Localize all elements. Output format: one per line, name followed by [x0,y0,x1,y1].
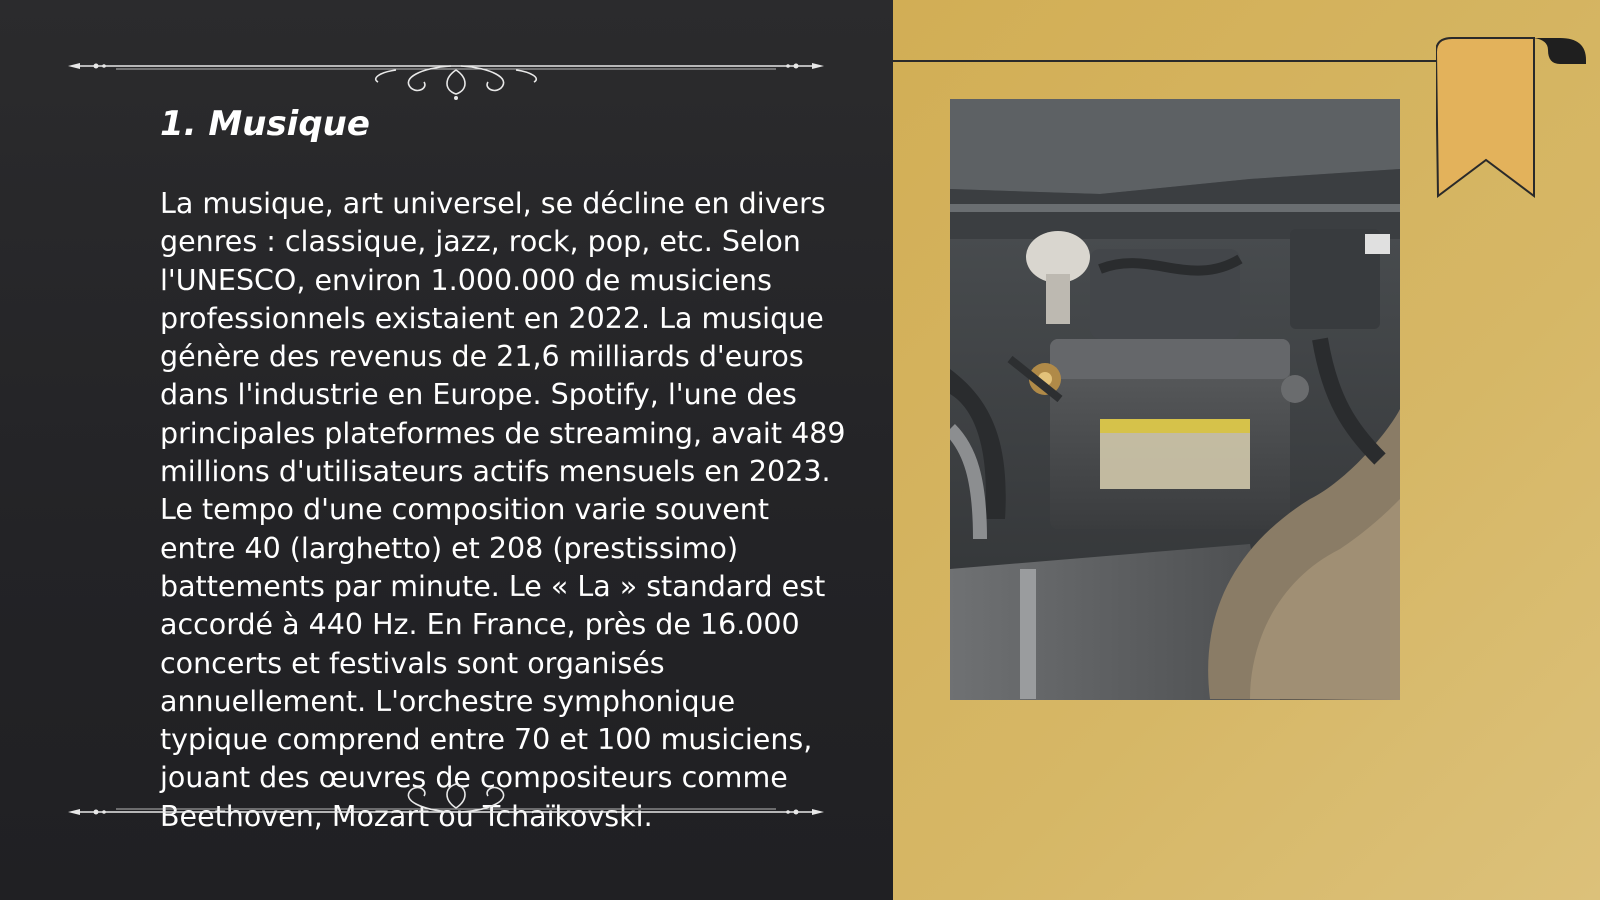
bookmark-ribbon-icon [1436,36,1586,200]
slide-body-text: La musique, art universel, se décline en divers genres : classique, jazz, rock, pop, etc. Selon l'UNESCO, environ 1.000.000 de musiciens professionnels existaient en 2022. La musique génère des revenus de 21,6 milliards d'euros dans l'industrie en Europe. Spotify, l'une des principales plateformes de streaming, avait 489 millions d'utilisateurs actifs mensuels en 2023. Le tempo d'une composition varie souvent entre 40 (larghetto) et 208 (prestissimo) battements par minute. Le « La » standard est accordé à 440 Hz. En France, près de 16.000 concerts et festivals sont organisés annuellement. L'orchestre symphonique typique comprend entre 70 et 100 musiciens, jouant des œuvres de compositeurs comme Beethoven, Mozart ou Tchaïkovski. [160,187,846,833]
filigree-divider-icon [66,48,826,100]
header-rule [893,60,1438,62]
slide-title: 1. Musique [160,104,370,144]
engine-bay-illustration [950,99,1400,700]
engine-battery-photo [950,99,1400,700]
filigree-divider-bottom-icon [66,778,826,830]
